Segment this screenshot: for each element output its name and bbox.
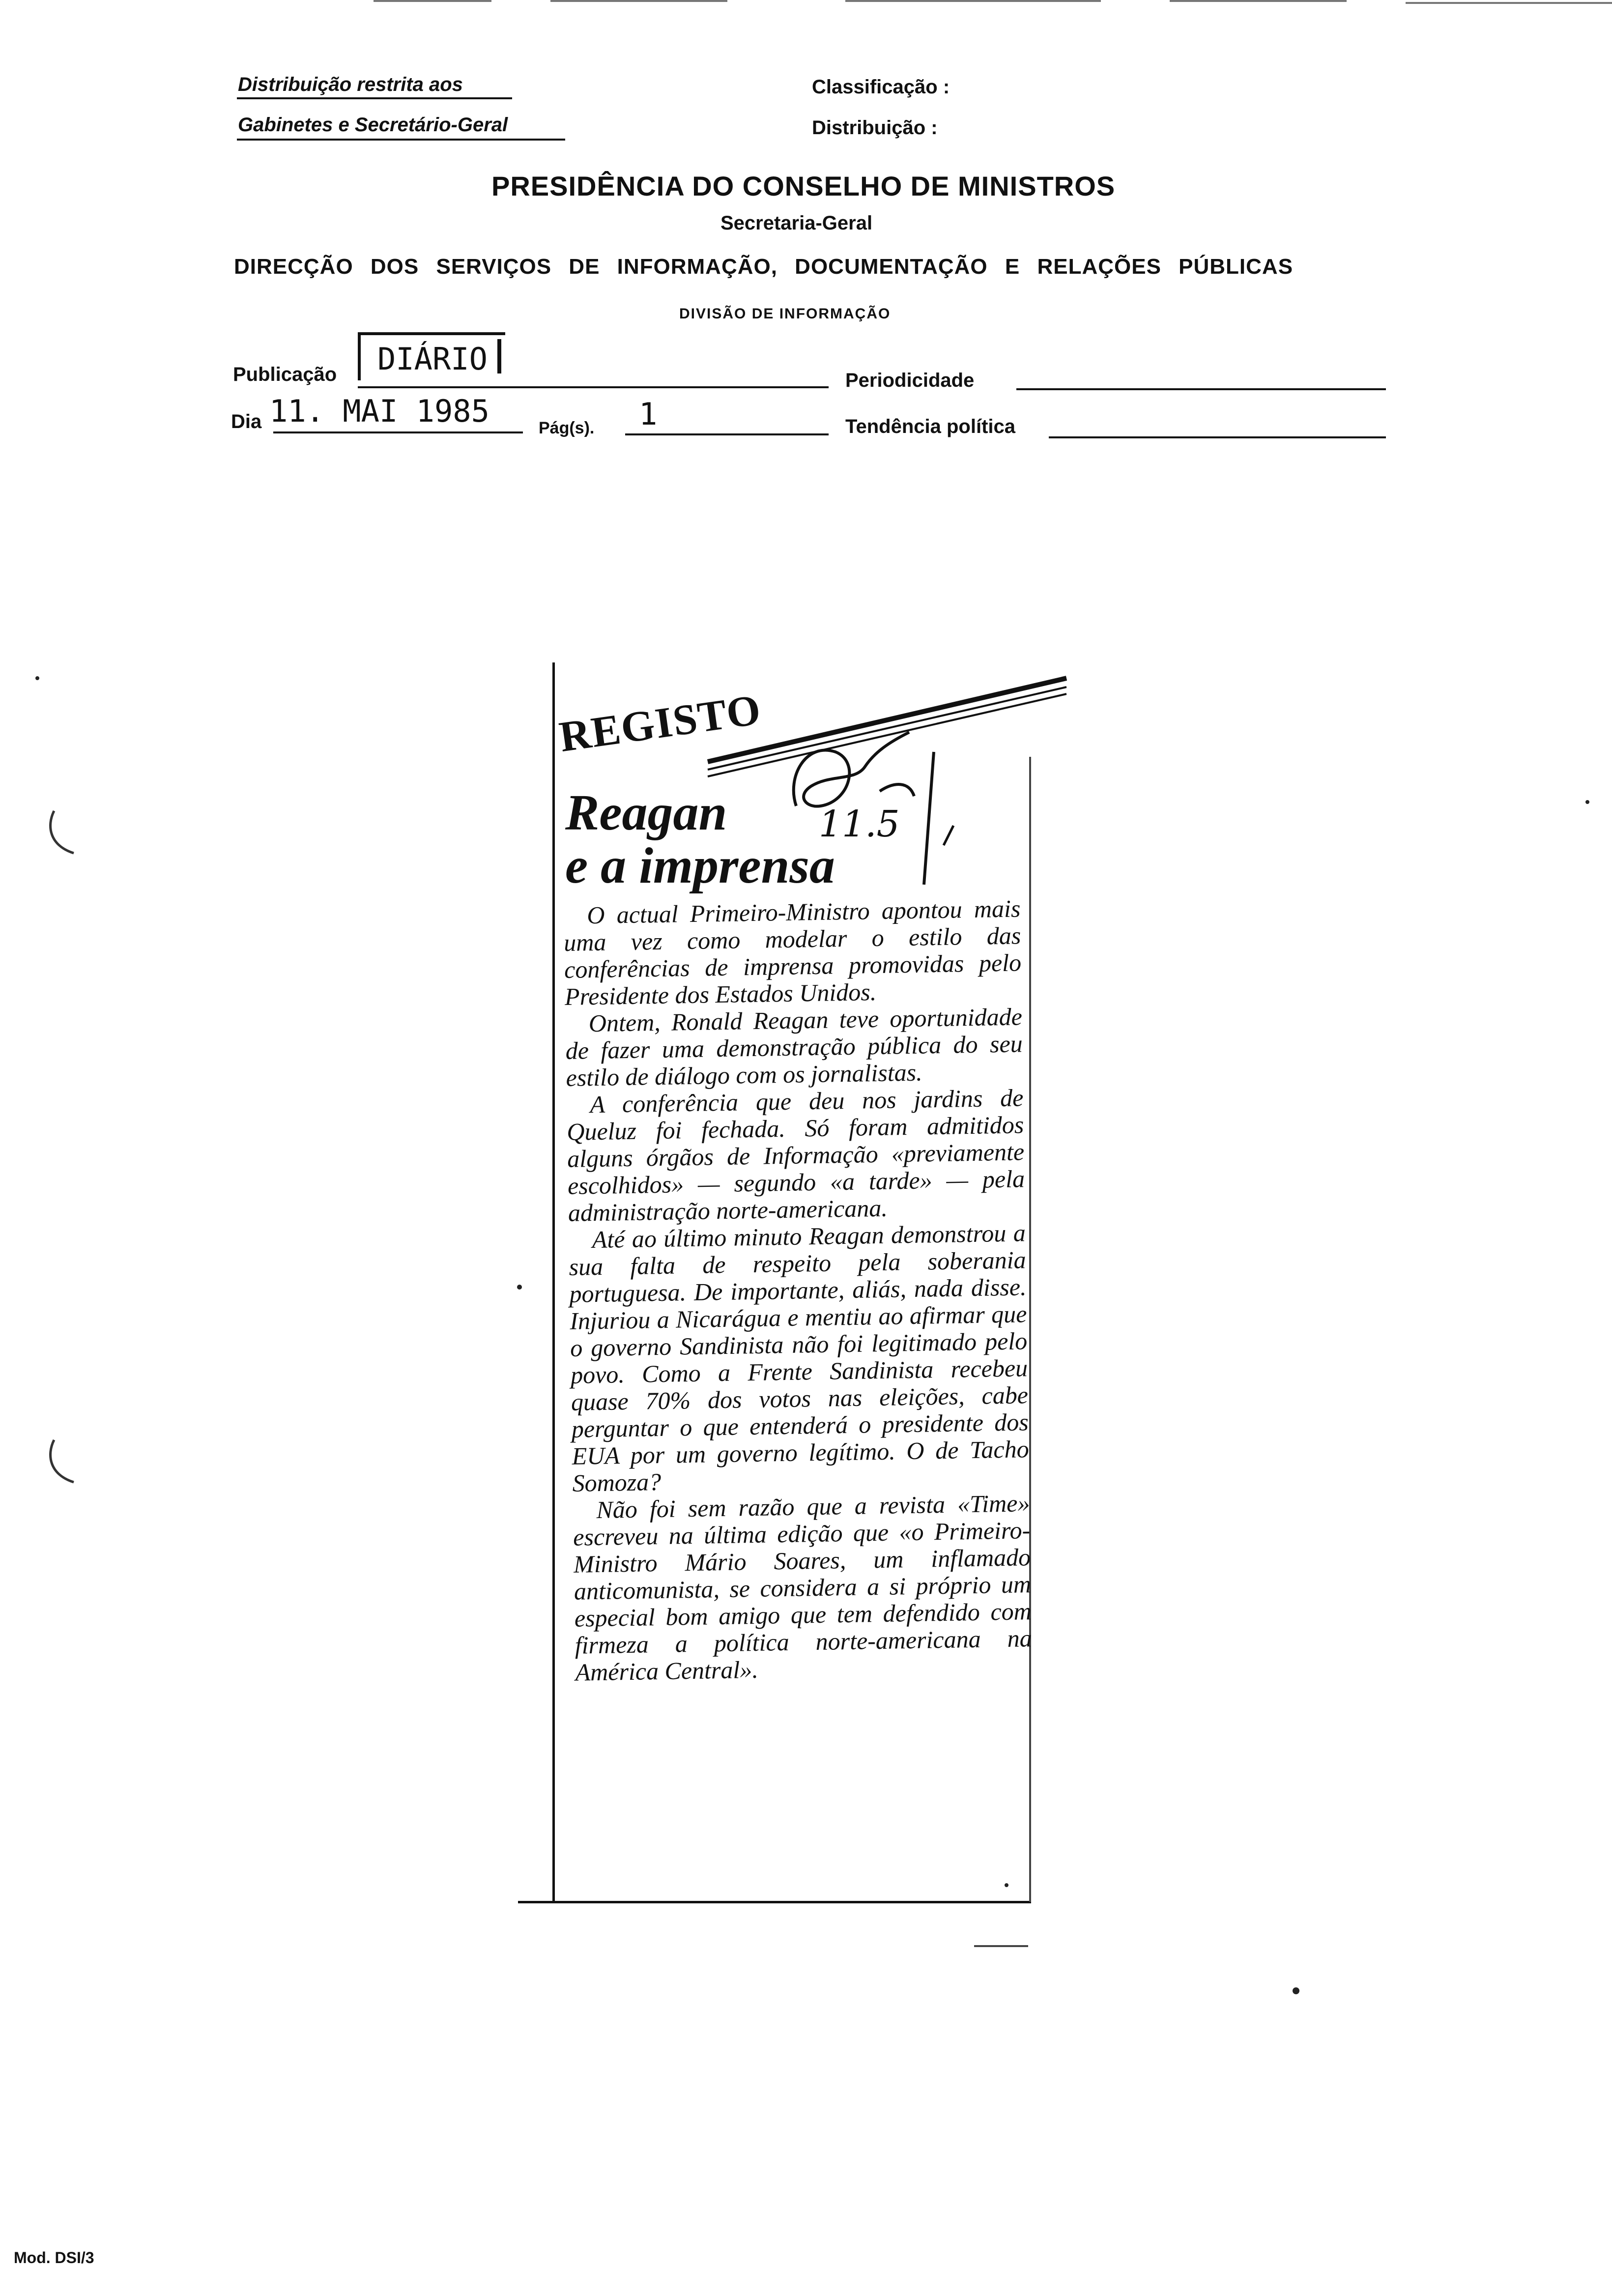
pags-value: 1 xyxy=(639,396,658,432)
article-paragraph: Até ao último minuto Reagan demonstrou a sua falta de respeito pela soberania portuguesa. De importante, aliás, nada disse. Injuriou a Nicarágua e mentiu ao afirmar que o governo Sandinista não foi legitimado pelo povo. Como a Frente Sandinista recebeu quase 70% dos votos nas eleições, cabe perguntar o que entenderá o presidente dos EUA por um governo legítimo. O de Tacho Somoza? xyxy=(569,1219,1030,1497)
distribuicao-label: Distribuição : xyxy=(812,117,938,139)
top-edge-marks xyxy=(374,0,1612,2)
institution-title: PRESIDÊNCIA DO CONSELHO DE MINISTROS xyxy=(491,171,1116,201)
article-paragraph: O actual Primeiro-Ministro apontou mais uma vez como modelar o estilo das conferências de imprensa promovidas pelo Presidente dos Estados Unidos. xyxy=(563,894,1022,1010)
restricted-distribution-line2: Gabinetes e Secretário-Geral xyxy=(238,114,508,136)
pags-field-line xyxy=(625,433,829,435)
rule xyxy=(237,139,565,141)
handwritten-date-annotation: 11.5 xyxy=(819,803,900,845)
periodicidade-field-line xyxy=(1016,388,1386,390)
institution-subtitle: Secretaria-Geral xyxy=(720,212,873,234)
tendencia-label: Tendência política xyxy=(845,416,1015,437)
scan-speck xyxy=(1005,1883,1008,1887)
section-label: REGISTO xyxy=(556,686,765,762)
form-model-code: Mod. DSI/3 xyxy=(14,2249,94,2267)
tendencia-field-line xyxy=(1049,436,1386,438)
pags-label: Pág(s). xyxy=(539,419,595,437)
rule xyxy=(237,97,512,99)
restricted-distribution-line1: Distribuição restrita aos xyxy=(238,74,463,95)
periodicidade-label: Periodicidade xyxy=(845,370,975,391)
scan-speck xyxy=(1585,800,1589,804)
article-body xyxy=(563,895,1033,1686)
scan-speck xyxy=(35,676,39,680)
scan-speck xyxy=(1293,1987,1299,1994)
classificacao-label: Classificação : xyxy=(812,76,950,98)
headline-line2: e a imprensa xyxy=(565,837,835,894)
headline-line1: Reagan xyxy=(565,784,727,841)
publicacao-label: Publicação xyxy=(233,364,337,385)
clipping-left-border xyxy=(552,662,555,1902)
article-paragraph: A conferência que deu nos jardins de Queluz foi fechada. Só foram admitidos alguns órgãos de Informação «previamente escolhidos» — segundo «a tarde» — pela administração norte-americana. xyxy=(566,1084,1025,1227)
dia-label: Dia xyxy=(231,411,262,432)
direction-line: DIRECÇÃO DOS SERVIÇOS DE INFORMAÇÃO, DOCUMENTAÇÃO E RELAÇÕES PÚBLICAS xyxy=(234,255,1294,279)
stamp-edge xyxy=(497,339,501,373)
article-paragraph: Não foi sem razão que a revista «Time» escreveu na última edição que «o Primeiro-Ministro Mário Soares, um inflamado anticomunista, se considera a si próprio um especial bom amigo que tem defendido com firmeza a política norte-americana na América Central». xyxy=(573,1489,1033,1686)
article-paragraph: Ontem, Ronald Reagan teve oportunidade de fazer uma demonstração pública do seu estilo de diálogo com os jornalistas. xyxy=(565,1003,1023,1091)
clipping-bottom-border xyxy=(518,1901,1031,1903)
dia-field-line xyxy=(273,431,523,433)
publicacao-field-line xyxy=(358,386,829,388)
publicacao-value: DIÁRIO xyxy=(377,341,488,377)
scan-mark xyxy=(974,1945,1028,1947)
division-label: DIVISÃO DE INFORMAÇÃO xyxy=(679,306,891,322)
dia-value: 11. MAI 1985 xyxy=(269,393,489,429)
binder-hole-mark xyxy=(44,1435,84,1494)
binder-hole-mark xyxy=(44,806,84,865)
clipping-right-edge xyxy=(1029,757,1031,1902)
scan-speck xyxy=(517,1285,522,1290)
